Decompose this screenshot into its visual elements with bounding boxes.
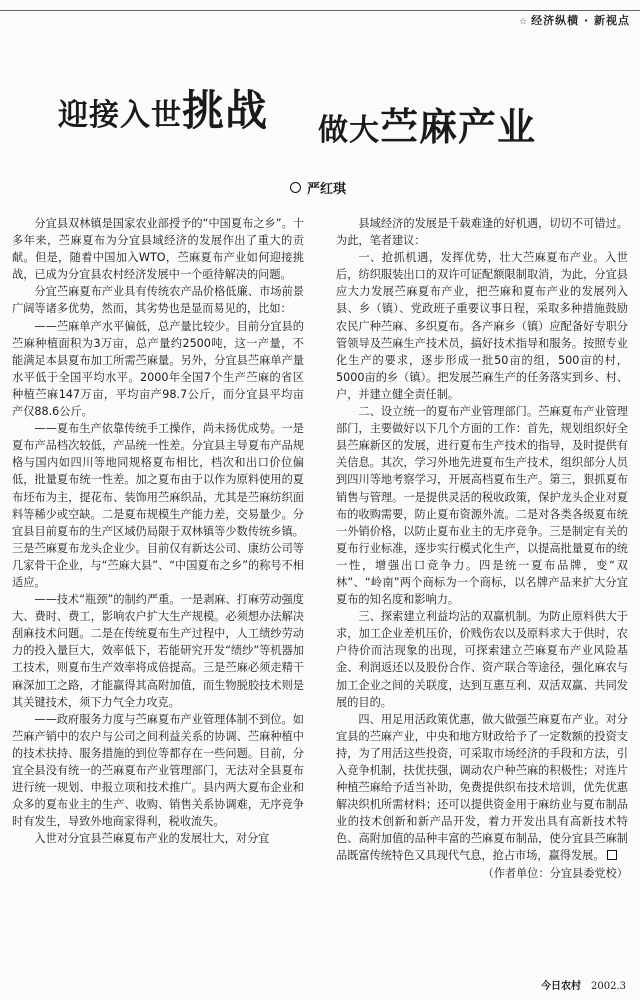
publication-name: 今日农村 xyxy=(541,981,581,992)
title-part-d: 苎麻产业 xyxy=(380,105,537,149)
right-column xyxy=(336,215,628,965)
paragraph: 三、探索建立利益均沾的双赢机制。为防止原料供大于求，加工企业差机压价，价贱伤农以及原料求大于供时，农户待价而沽现象的出现，可探索建立苎麻夏布产业风险基金、利润返还以及股份合作、资产联合等途径，强化麻农与加工企业之间的关联度，达到互惠互利、双活双赢、共同发展的目的。 xyxy=(336,610,628,709)
column-name-text: 经济纵横 · 新视点 xyxy=(531,14,630,27)
paragraph xyxy=(336,711,628,865)
paragraph: ——夏布生产依靠传统手工操作，尚未扬优成势。一是夏布产品档次较低，产品统一性差。分宜县主导夏布产品规格与国内如四川等地同规格夏布相比，档次和出口价位偏低，批量夏布统一性差。加之夏布由于以作为原料使用的夏布坯布为主，提花布、装饰用苎麻织品，尤其是苎麻纺织面料等稀少或空缺。二是夏布规模生产能力差，交易量少。分宜县目前夏布的生产区域仍局限于双林镇等少数传统乡镇。三是苎麻夏布龙头企业少。目前仅有新达公司、康纺公司等几家骨干企业，与“苎麻大县”、“中国夏布之乡”的称号不相适应。 xyxy=(12,422,304,589)
paragraph: 分宜县双林镇是国家农业部授予的“中国夏布之乡”。十多年来，苎麻夏布为分宜县域经济的发展作出了重大的贡献。但是，随着中国加入WTO，苎麻夏布产业如何迎接挑战，已成为分宜县农村经济发展中一个亟待解决的问题。 xyxy=(12,217,304,282)
header-rule xyxy=(0,10,640,11)
author-name: 严红琪 xyxy=(307,182,347,197)
page-footer xyxy=(531,977,626,992)
issue-number: 2002.3 xyxy=(591,981,626,992)
column-mark-icon: ☆ xyxy=(519,17,529,27)
byline xyxy=(290,178,346,197)
paragraph: ——苎麻单产水平偏低，总产量比较少。目前分宜县的苎麻种植面积为3万亩，总产量约2500吨，这一产量，不能满足本县夏布加工所需苎麻量。另外，分宜县苎麻单产量水平低于全国平均水平。2000年全国7个生产苎麻的省区种植苎麻147万亩，平均亩产98.7公斤，而分宜县平均亩产仅88.6公斤。 xyxy=(12,319,304,419)
title-line-2 xyxy=(318,96,536,151)
author-unit: （作者单位：分宜县委党校） xyxy=(482,866,628,880)
left-column xyxy=(12,215,304,965)
paragraph: 二、设立统一的夏布产业管理部门。苎麻夏布产业管理部门，主要做好以下几个方面的工作：首先，规划组织好全县苎麻新区的发展，进行夏布生产技术的指导，及时提供有关信息。其次，学习外地先进夏布生产技术，组织部分人员到四川等地考察学习，开展高档夏布生产。第三，狠抓夏布销售与管理。一是提供灵活的税收政策，保护龙头企业对夏布的收购需要，防止夏布资源外流。二是对各类各级夏布统一外销价格，以防止夏布业主的无序竞争。三是制定有关的夏布行业标准，逐步实行模式化生产，以提高批量夏布的统一性，增强出口竞争力。四是统一夏布品牌，变“双林”、“岭南”两个商标为一个商标，以名牌产品来扩大分宜夏布的知名度和影响力。 xyxy=(336,405,628,607)
paragraph: 入世对分宜县苎麻夏布产业的发展壮大，对分宜 xyxy=(34,832,270,846)
paragraph: 分宜苎麻夏布产业具有传统农产品价格低廉、市场前景广阔等诸多优势，然而，其劣势也是显而易见的，比如： xyxy=(12,285,304,316)
title-line-1 xyxy=(58,78,268,138)
paragraph: ——技术“瓶颈”的制约严重。一是剥麻、打麻劳动强度大、费时、费工，影响农户扩大生产规模。必须想办法解决刮麻技术问题。二是在传统夏布生产过程中，人工绩纱劳动力的投入量巨大，效率低下，若能研究开发“绩纱”等机器加工技术，则夏布生产效率将成倍提高。三是苎麻必须走精干麻深加工之路，才能赢得其高附加值，而生物脱胶技术则是其关键技术，须下力气全力攻克。 xyxy=(12,593,304,709)
paragraph: 县域经济的发展是千载难逢的好机遇，切切不可错过。为此，笔者建议： xyxy=(336,217,628,248)
paragraph: ——政府服务力度与苎麻夏布产业管理体制不到位。如苎麻产销中的农户与公司之间利益关系的协调、苎麻种植中的技术扶持、服务措施的到位等都存在一些问题。目前，分宜全县没有统一的苎麻夏布产业管理部门，无法对全县夏布进行统一规划、申报立项和技术推广。县内两大夏布企业和众多的夏布业主的生产、收购、销售关系协调难，无序竞争时有发生，导致外地商家得利，税收流失。 xyxy=(12,712,304,829)
title-part-a: 迎接入世 xyxy=(58,98,182,133)
paragraph: 一、抢抓机遇，发挥优势，壮大苎麻夏布产业。入世后，纺织服装出口的双许可证配额限制取消，为此，分宜县应大力发展苎麻夏布产业，把苎麻和夏布产业的发展列入县、乡（镇）、党政班子重要议事日程，采取多种措施鼓励农民广种苎麻、多织夏布。各产麻乡（镇）应配备好专职分管领导及苎麻生产技术员，搞好技术指导和服务。按照专业化生产的要求，逐步形成一批50亩的组，500亩的村，5000亩的乡（镇）。把发展苎麻生产的任务落实到乡、村、户，并建立健全责任制。 xyxy=(336,251,628,401)
header-bar xyxy=(0,0,640,12)
column-name xyxy=(519,12,630,28)
paragraph-text: 四、用足用活政策优惠，做大做强苎麻夏布产业。对分宜县的苎麻产业，中央和地方财政给予了一定数额的投资支持，为了用活这些投资，可采取市场经济的手段和方法，引入竞争机制，扶优扶强，调动农户种苎麻的积极性；对连片种植苎麻给予适当补助，免费提供织布技术培训，优先优惠解决织机所需材料；还可以提供资金用于麻纺业与夏布制品业的技术创新和新产品开发，着力开发出具有高新技术特色、高附加值的品种丰富的苎麻夏布制品，使分宜县苎麻制品既富传统特色又具现代气息，抢占市场，赢得发展。 xyxy=(336,712,628,863)
end-mark-icon xyxy=(607,850,617,860)
title-part-c: 做大 xyxy=(318,113,380,148)
byline-circle-icon xyxy=(290,182,301,193)
title-part-b: 挑战 xyxy=(182,86,269,135)
